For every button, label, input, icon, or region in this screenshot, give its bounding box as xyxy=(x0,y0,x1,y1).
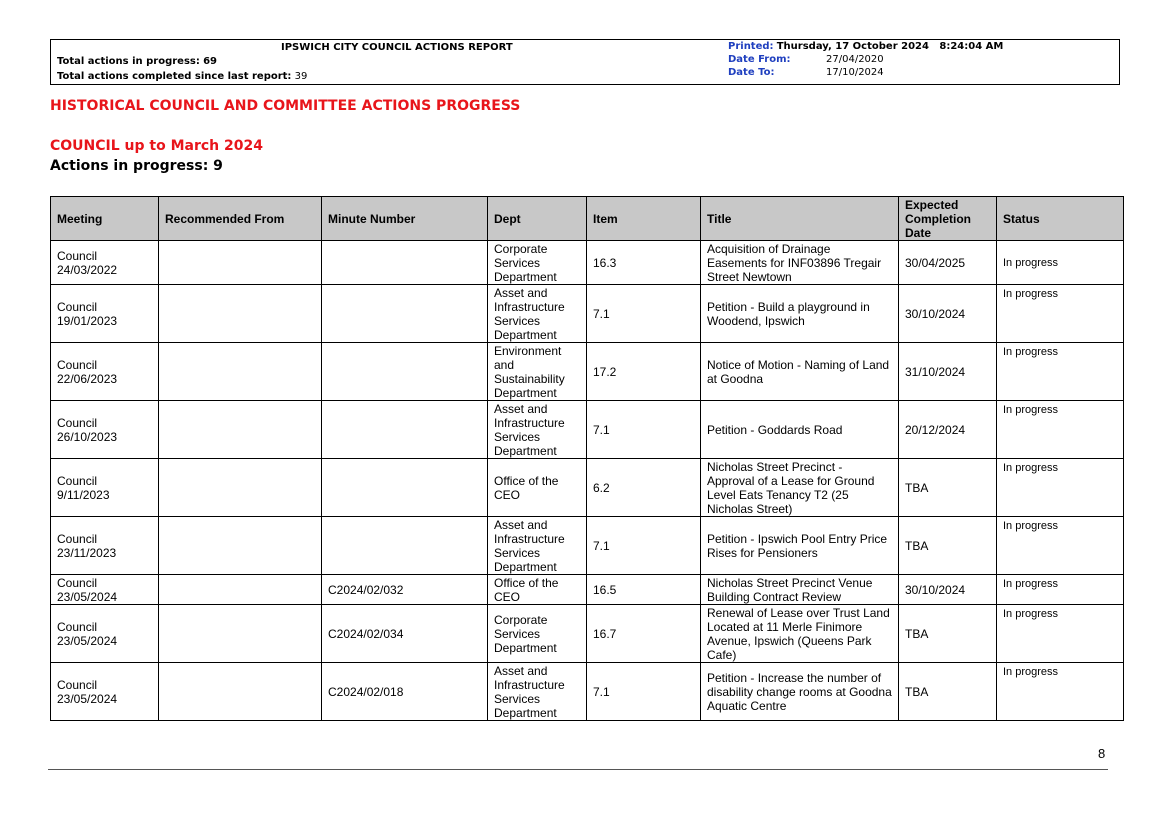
minute-number-cell xyxy=(322,459,488,517)
recommended-from-cell xyxy=(159,459,322,517)
item-cell: 7.1 xyxy=(587,401,701,459)
actions-count: Actions in progress: 9 xyxy=(50,158,223,174)
completion-date-cell: 31/10/2024 xyxy=(899,343,997,401)
footer-divider xyxy=(48,769,1108,770)
table-row xyxy=(51,241,1124,285)
title-cell: Petition - Increase the number of disability change rooms at Goodna Aquatic Centre xyxy=(701,663,899,721)
column-header: Status xyxy=(997,197,1124,241)
item-cell: 7.1 xyxy=(587,285,701,343)
table-row xyxy=(51,605,1124,663)
status-cell: In progress xyxy=(997,663,1124,721)
completion-date-cell: 30/10/2024 xyxy=(899,575,997,605)
status-cell: In progress xyxy=(997,343,1124,401)
page-number: 8 xyxy=(1098,746,1106,761)
title-cell: Petition - Ipswich Pool Entry Price Rises for Pensioners xyxy=(701,517,899,575)
report-header xyxy=(50,39,1120,85)
recommended-from-cell xyxy=(159,517,322,575)
dept-cell: Corporate Services Department xyxy=(488,241,587,285)
item-cell: 16.7 xyxy=(587,605,701,663)
actions-table xyxy=(50,196,1124,721)
item-cell: 16.5 xyxy=(587,575,701,605)
recommended-from-cell xyxy=(159,575,322,605)
report-title: IPSWICH CITY COUNCIL ACTIONS REPORT xyxy=(281,42,513,53)
item-cell: 17.2 xyxy=(587,343,701,401)
table-row xyxy=(51,343,1124,401)
title-cell: Renewal of Lease over Trust Land Located at 11 Merle Finimore Avenue, Ipswich (Queens Park Cafe) xyxy=(701,605,899,663)
title-cell: Petition - Build a playground in Woodend, Ipswich xyxy=(701,285,899,343)
minute-number-cell: C2024/02/032 xyxy=(322,575,488,605)
meeting-cell: Council 23/05/2024 xyxy=(51,605,159,663)
title-cell: Petition - Goddards Road xyxy=(701,401,899,459)
dept-cell: Asset and Infrastructure Services Department xyxy=(488,517,587,575)
dept-cell: Office of the CEO xyxy=(488,459,587,517)
dept-cell: Asset and Infrastructure Services Department xyxy=(488,401,587,459)
dept-cell: Asset and Infrastructure Services Department xyxy=(488,285,587,343)
recommended-from-cell xyxy=(159,605,322,663)
column-header: Meeting xyxy=(51,197,159,241)
meeting-cell: Council 26/10/2023 xyxy=(51,401,159,459)
minute-number-cell xyxy=(322,517,488,575)
meeting-cell: Council 19/01/2023 xyxy=(51,285,159,343)
completion-date-cell: TBA xyxy=(899,517,997,575)
completion-date-cell: TBA xyxy=(899,663,997,721)
meeting-cell: Council 23/05/2024 xyxy=(51,663,159,721)
minute-number-cell xyxy=(322,401,488,459)
total-in-progress: Total actions in progress: 69 xyxy=(57,56,217,67)
date-to: Date To: 17/10/2024 xyxy=(728,67,884,78)
title-cell: Nicholas Street Precinct - Approval of a Lease for Ground Level Eats Tenancy T2 (25 Nicholas Street) xyxy=(701,459,899,517)
recommended-from-cell xyxy=(159,343,322,401)
item-cell: 16.3 xyxy=(587,241,701,285)
table-row xyxy=(51,459,1124,517)
item-cell: 6.2 xyxy=(587,459,701,517)
status-cell: In progress xyxy=(997,459,1124,517)
status-cell: In progress xyxy=(997,605,1124,663)
recommended-from-cell xyxy=(159,285,322,343)
minute-number-cell xyxy=(322,241,488,285)
completion-date-cell: TBA xyxy=(899,459,997,517)
title-cell: Notice of Motion - Naming of Land at Goodna xyxy=(701,343,899,401)
meeting-cell: Council 24/03/2022 xyxy=(51,241,159,285)
minute-number-cell xyxy=(322,285,488,343)
recommended-from-cell xyxy=(159,401,322,459)
section-title: HISTORICAL COUNCIL AND COMMITTEE ACTIONS PROGRESS xyxy=(50,98,521,114)
column-header: Recommended From xyxy=(159,197,322,241)
completion-date-cell: TBA xyxy=(899,605,997,663)
dept-cell: Office of the CEO xyxy=(488,575,587,605)
printed-info: Printed: Thursday, 17 October 2024 8:24:04 AM xyxy=(728,41,1004,52)
subsection-title: COUNCIL up to March 2024 xyxy=(50,138,263,154)
item-cell: 7.1 xyxy=(587,517,701,575)
title-cell: Acquisition of Drainage Easements for INF03896 Tregair Street Newtown xyxy=(701,241,899,285)
status-cell: In progress xyxy=(997,401,1124,459)
item-cell: 7.1 xyxy=(587,663,701,721)
total-completed: Total actions completed since last report: 39 xyxy=(57,71,308,82)
minute-number-cell: C2024/02/034 xyxy=(322,605,488,663)
column-header: Expected Completion Date xyxy=(899,197,997,241)
completion-date-cell: 30/04/2025 xyxy=(899,241,997,285)
recommended-from-cell xyxy=(159,241,322,285)
title-cell: Nicholas Street Precinct Venue Building Contract Review xyxy=(701,575,899,605)
completion-date-cell: 20/12/2024 xyxy=(899,401,997,459)
column-header: Dept xyxy=(488,197,587,241)
meeting-cell: Council 23/05/2024 xyxy=(51,575,159,605)
meeting-cell: Council 9/11/2023 xyxy=(51,459,159,517)
status-cell: In progress xyxy=(997,241,1124,285)
dept-cell: Corporate Services Department xyxy=(488,605,587,663)
meeting-cell: Council 22/06/2023 xyxy=(51,343,159,401)
dept-cell: Asset and Infrastructure Services Department xyxy=(488,663,587,721)
table-row xyxy=(51,517,1124,575)
column-header: Item xyxy=(587,197,701,241)
table-row xyxy=(51,575,1124,605)
meeting-cell: Council 23/11/2023 xyxy=(51,517,159,575)
column-header: Minute Number xyxy=(322,197,488,241)
table-header-row xyxy=(51,197,1124,241)
completion-date-cell: 30/10/2024 xyxy=(899,285,997,343)
date-from: Date From: 27/04/2020 xyxy=(728,54,884,65)
table-row xyxy=(51,401,1124,459)
status-cell: In progress xyxy=(997,285,1124,343)
minute-number-cell: C2024/02/018 xyxy=(322,663,488,721)
recommended-from-cell xyxy=(159,663,322,721)
dept-cell: Environment and Sustainability Department xyxy=(488,343,587,401)
column-header: Title xyxy=(701,197,899,241)
status-cell: In progress xyxy=(997,517,1124,575)
minute-number-cell xyxy=(322,343,488,401)
table-row xyxy=(51,663,1124,721)
status-cell: In progress xyxy=(997,575,1124,605)
table-row xyxy=(51,285,1124,343)
